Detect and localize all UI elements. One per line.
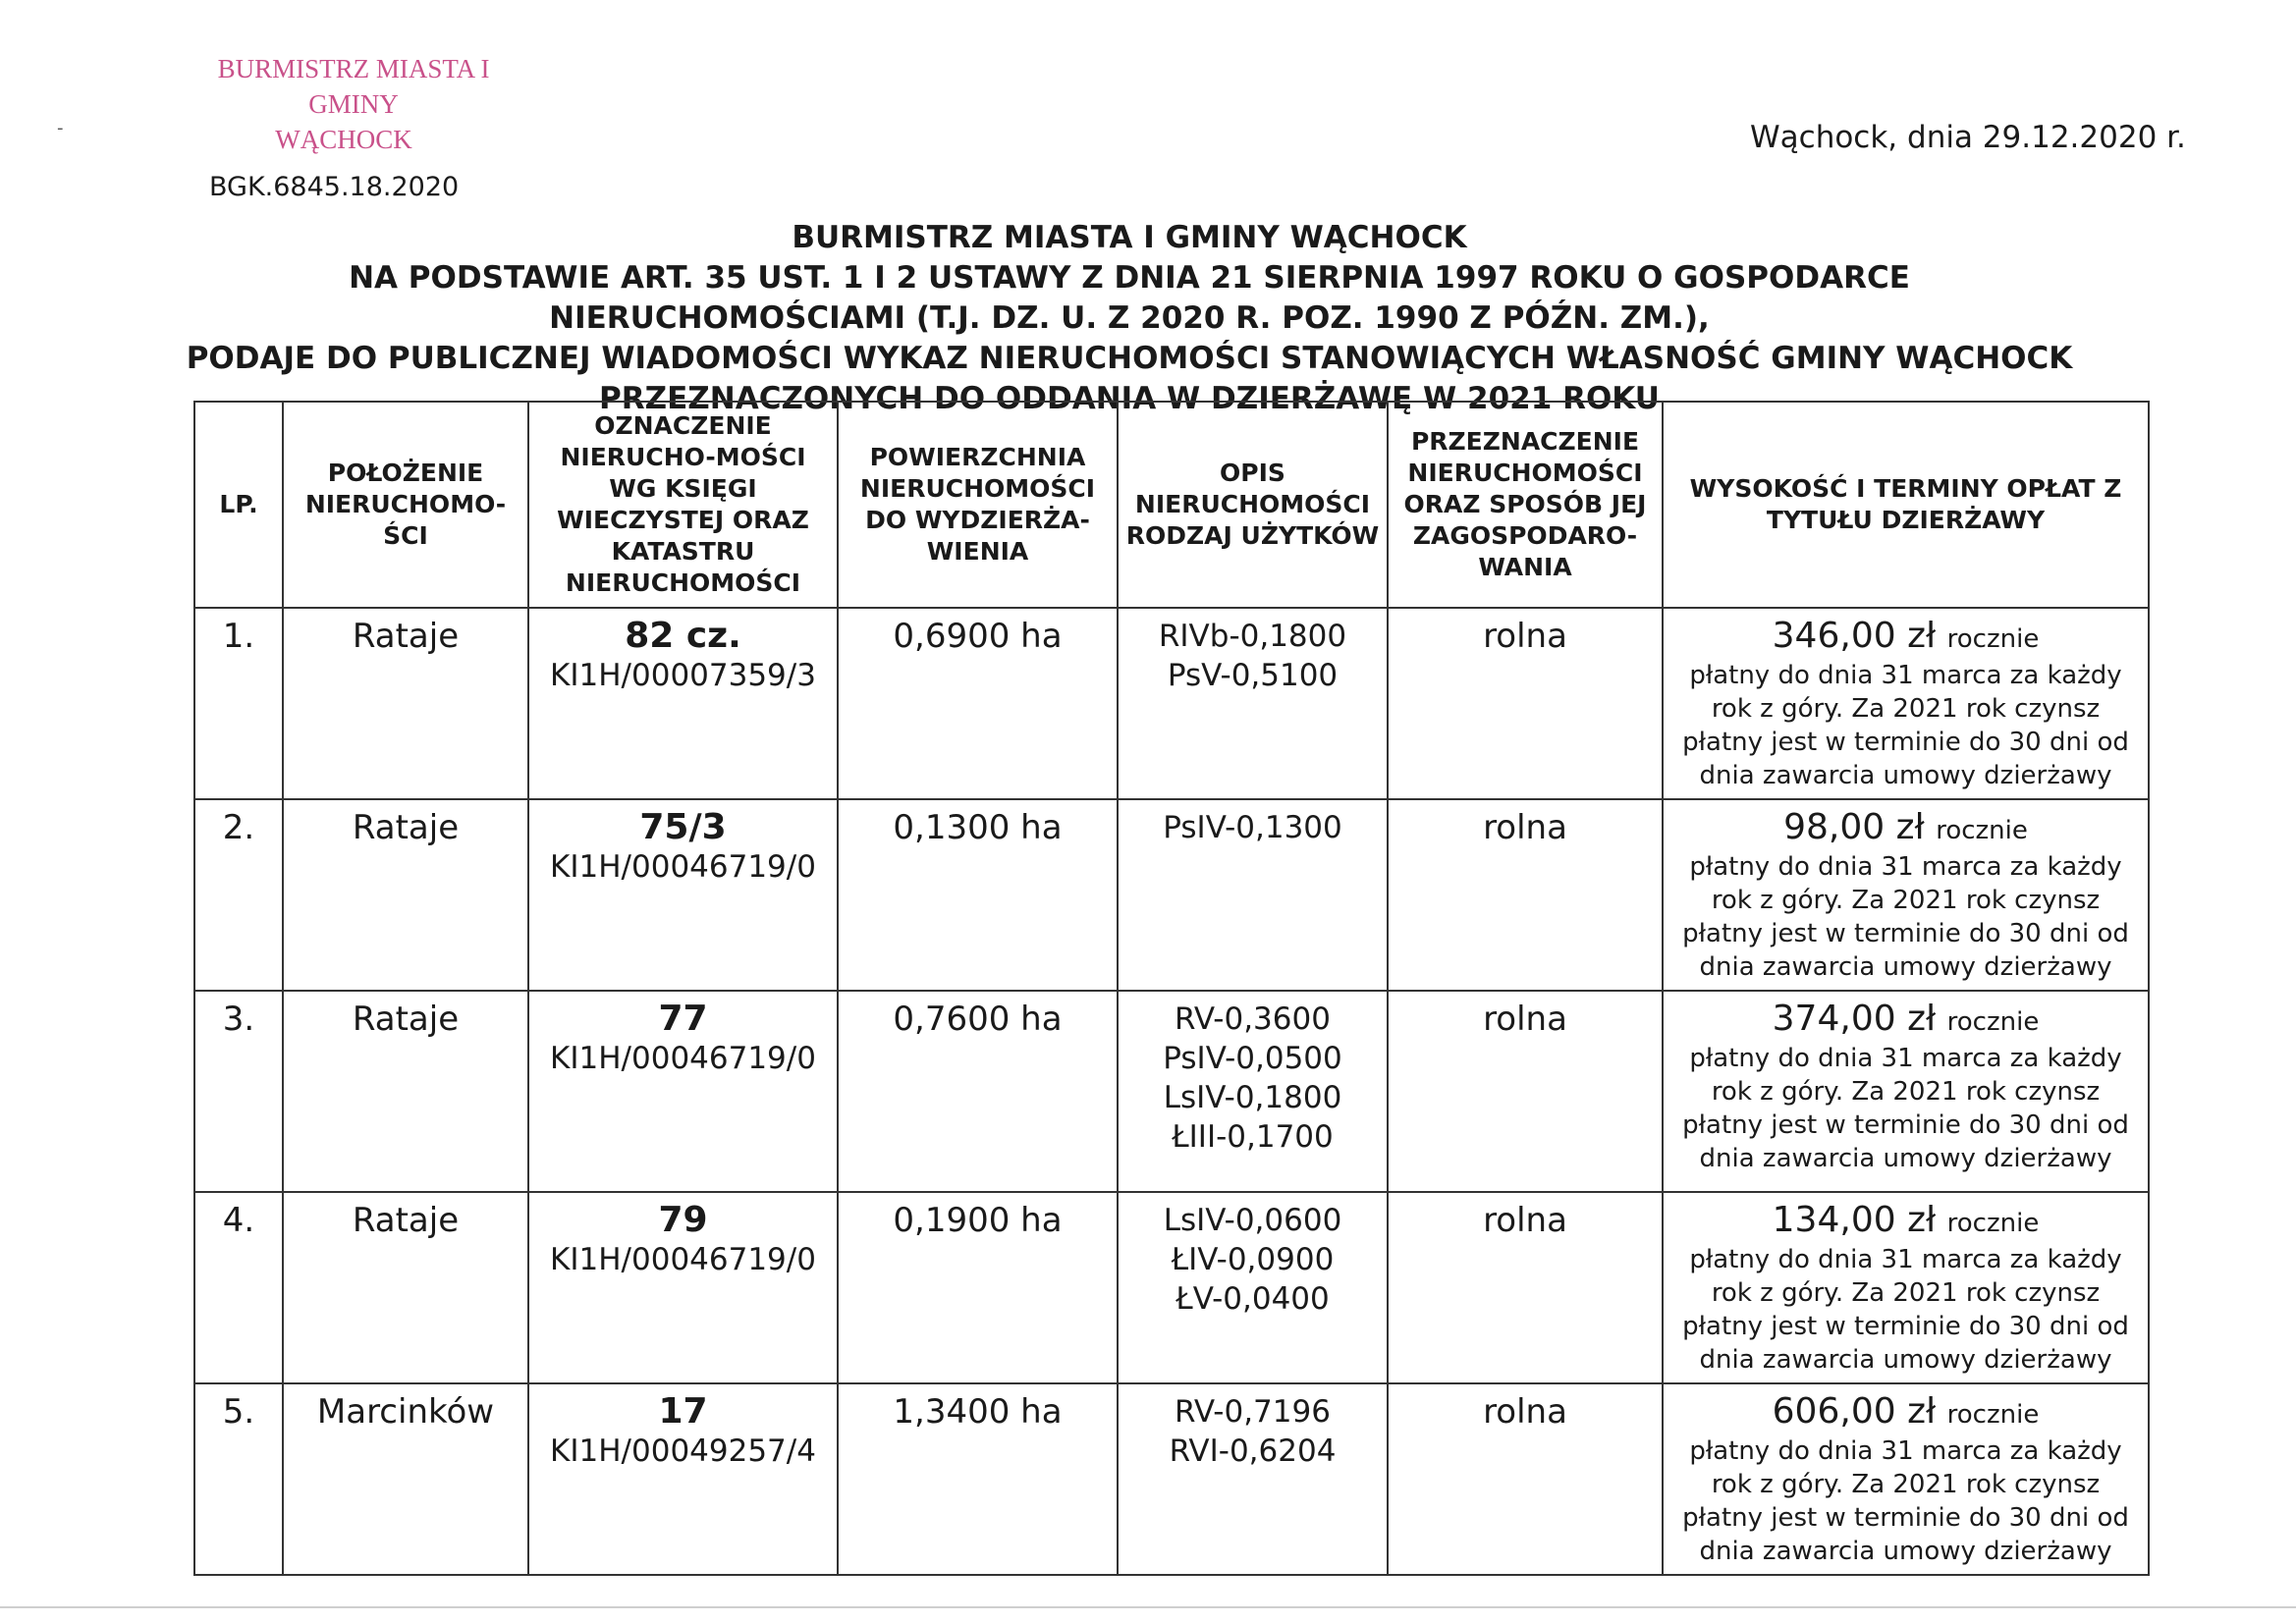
row-location: Rataje bbox=[283, 991, 528, 1192]
land-use: LsIV-0,1800 bbox=[1163, 1080, 1342, 1115]
row-area: 1,3400 ha bbox=[838, 1383, 1118, 1575]
table-row bbox=[194, 1192, 2149, 1383]
heading-line-3: NIERUCHOMOŚCIAMI (T.J. DZ. U. Z 2020 R. POZ. 1990 Z PÓŹN. ZM.), bbox=[549, 300, 1710, 336]
row-lp: 3. bbox=[194, 991, 283, 1192]
land-use: LsIV-0,0600 bbox=[1163, 1203, 1342, 1238]
row-land-uses bbox=[1118, 799, 1388, 991]
row-lp: 2. bbox=[194, 799, 283, 991]
fee-unit: rocznie bbox=[1946, 1400, 2040, 1430]
row-land-uses bbox=[1118, 991, 1388, 1192]
plot-number: 79 bbox=[658, 1200, 708, 1240]
stamp-line-2: WĄCHOCK bbox=[275, 125, 412, 154]
fee-unit: rocznie bbox=[1946, 1209, 2040, 1238]
row-designation bbox=[528, 799, 838, 991]
row-fees bbox=[1663, 608, 2149, 799]
fee-description: płatny do dnia 31 marca za każdy rok z góry. Za 2021 rok czynsz płatny jest w terminie do 30 dni od dnia zawarcia umowy dzierżawy bbox=[1682, 1044, 2129, 1173]
fee-unit: rocznie bbox=[1936, 816, 2028, 845]
fee-value: 346,00 zł bbox=[1772, 616, 1937, 656]
row-land-uses bbox=[1118, 1192, 1388, 1383]
fee-amount bbox=[1664, 1000, 2148, 1042]
table-header-row bbox=[194, 402, 2149, 608]
row-location: Rataje bbox=[283, 608, 528, 799]
header-area: POWIERZCHNIA NIERUCHOMOŚCI DO WYDZIERŻA-WIENIA bbox=[838, 402, 1118, 608]
fee-amount bbox=[1664, 617, 2148, 659]
land-register-number: KI1H/00046719/0 bbox=[550, 1242, 816, 1277]
office-stamp bbox=[172, 51, 535, 157]
plot-number: 77 bbox=[658, 999, 708, 1039]
row-lp: 4. bbox=[194, 1192, 283, 1383]
fee-value: 606,00 zł bbox=[1772, 1391, 1937, 1432]
scan-edge-line bbox=[0, 1606, 2296, 1608]
row-area: 0,1300 ha bbox=[838, 799, 1118, 991]
land-use: RIVb-0,1800 bbox=[1158, 619, 1347, 654]
header-purpose: PRZEZNACZENIE NIERUCHOMOŚCI ORAZ SPOSÓB JEJ ZAGOSPODARO-WANIA bbox=[1388, 402, 1663, 608]
row-designation bbox=[528, 991, 838, 1192]
fee-description: płatny do dnia 31 marca za każdy rok z góry. Za 2021 rok czynsz płatny jest w terminie do 30 dni od dnia zawarcia umowy dzierżawy bbox=[1682, 852, 2129, 982]
table-row bbox=[194, 608, 2149, 799]
row-fees bbox=[1663, 799, 2149, 991]
row-area: 0,1900 ha bbox=[838, 1192, 1118, 1383]
land-use: ŁV-0,0400 bbox=[1175, 1281, 1330, 1317]
fee-value: 374,00 zł bbox=[1772, 999, 1937, 1039]
land-use: PsIV-0,0500 bbox=[1163, 1041, 1342, 1076]
reference-number: BGK.6845.18.2020 bbox=[209, 172, 460, 202]
row-designation bbox=[528, 608, 838, 799]
row-purpose: rolna bbox=[1388, 991, 1663, 1192]
property-table bbox=[193, 401, 2150, 1576]
table-row bbox=[194, 1383, 2149, 1575]
land-register-number: KI1H/00049257/4 bbox=[550, 1434, 816, 1469]
row-fees bbox=[1663, 1192, 2149, 1383]
land-use: RV-0,3600 bbox=[1175, 1001, 1331, 1037]
row-area: 0,6900 ha bbox=[838, 608, 1118, 799]
fee-value: 98,00 zł bbox=[1783, 807, 1925, 847]
land-use: RV-0,7196 bbox=[1175, 1394, 1331, 1430]
fee-amount bbox=[1664, 1392, 2148, 1434]
land-use: PsV-0,5100 bbox=[1167, 658, 1339, 693]
row-purpose: rolna bbox=[1388, 1383, 1663, 1575]
land-use: RVI-0,6204 bbox=[1169, 1434, 1337, 1469]
header-fees: WYSOKOŚĆ I TERMINY OPŁAT Z TYTUŁU DZIERŻAWY bbox=[1663, 402, 2149, 608]
row-land-uses bbox=[1118, 608, 1388, 799]
land-register-number: KI1H/00046719/0 bbox=[550, 849, 816, 885]
heading-line-2: NA PODSTAWIE ART. 35 UST. 1 I 2 USTAWY Z DNIA 21 SIERPNIA 1997 ROKU O GOSPODARCE bbox=[349, 260, 1910, 296]
row-location: Marcinków bbox=[283, 1383, 528, 1575]
heading-line-1: BURMISTRZ MIASTA I GMINY WĄCHOCK bbox=[792, 220, 1467, 255]
land-use: PsIV-0,1300 bbox=[1163, 810, 1342, 845]
plot-number: 82 cz. bbox=[625, 616, 741, 656]
row-fees bbox=[1663, 1383, 2149, 1575]
row-area: 0,7600 ha bbox=[838, 991, 1118, 1192]
row-designation bbox=[528, 1192, 838, 1383]
fee-unit: rocznie bbox=[1946, 1007, 2040, 1037]
heading-line-4: PODAJE DO PUBLICZNEJ WIADOMOŚCI WYKAZ NIERUCHOMOŚCI STANOWIĄCYCH WŁASNOŚĆ GMINY WĄCHOCK bbox=[186, 341, 2073, 376]
header-lp: LP. bbox=[194, 402, 283, 608]
fee-description: płatny do dnia 31 marca za każdy rok z góry. Za 2021 rok czynsz płatny jest w terminie do 30 dni od dnia zawarcia umowy dzierżawy bbox=[1682, 1436, 2129, 1566]
header-designation: OZNACZENIE NIERUCHO-MOŚCI WG KSIĘGI WIECZYSTEJ ORAZ KATASTRU NIERUCHOMOŚCI bbox=[528, 402, 838, 608]
fee-description: płatny do dnia 31 marca za każdy rok z góry. Za 2021 rok czynsz płatny jest w terminie do 30 dni od dnia zawarcia umowy dzierżawy bbox=[1682, 1245, 2129, 1375]
row-designation bbox=[528, 1383, 838, 1575]
place-date: Wąchock, dnia 29.12.2020 r. bbox=[1750, 120, 2186, 155]
plot-number: 17 bbox=[658, 1391, 708, 1432]
margin-mark: - bbox=[57, 118, 64, 138]
document-heading bbox=[147, 218, 2111, 419]
fee-description: płatny do dnia 31 marca za każdy rok z góry. Za 2021 rok czynsz płatny jest w terminie do 30 dni od dnia zawarcia umowy dzierżawy bbox=[1682, 661, 2129, 790]
row-purpose: rolna bbox=[1388, 1192, 1663, 1383]
fee-amount bbox=[1664, 808, 2148, 850]
fee-value: 134,00 zł bbox=[1772, 1200, 1937, 1240]
land-register-number: KI1H/00046719/0 bbox=[550, 1041, 816, 1076]
row-fees bbox=[1663, 991, 2149, 1192]
header-description: OPIS NIERUCHOMOŚCI RODZAJ UŻYTKÓW bbox=[1118, 402, 1388, 608]
stamp-line-1: BURMISTRZ MIASTA I GMINY bbox=[217, 54, 490, 119]
plot-number: 75/3 bbox=[639, 807, 727, 847]
row-location: Rataje bbox=[283, 799, 528, 991]
row-purpose: rolna bbox=[1388, 608, 1663, 799]
header-location: POŁOŻENIE NIERUCHOMO-ŚCI bbox=[283, 402, 528, 608]
row-location: Rataje bbox=[283, 1192, 528, 1383]
land-register-number: KI1H/00007359/3 bbox=[550, 658, 816, 693]
row-lp: 1. bbox=[194, 608, 283, 799]
row-purpose: rolna bbox=[1388, 799, 1663, 991]
fee-unit: rocznie bbox=[1946, 624, 2040, 654]
fee-amount bbox=[1664, 1201, 2148, 1243]
table-row bbox=[194, 799, 2149, 991]
row-land-uses bbox=[1118, 1383, 1388, 1575]
land-use: ŁIII-0,1700 bbox=[1172, 1119, 1334, 1155]
land-use: ŁIV-0,0900 bbox=[1171, 1242, 1335, 1277]
heading-line-5: PRZEZNACZONYCH DO ODDANIA W DZIERŻAWĘ W 2021 ROKU bbox=[599, 381, 1660, 416]
row-lp: 5. bbox=[194, 1383, 283, 1575]
table-row bbox=[194, 991, 2149, 1192]
